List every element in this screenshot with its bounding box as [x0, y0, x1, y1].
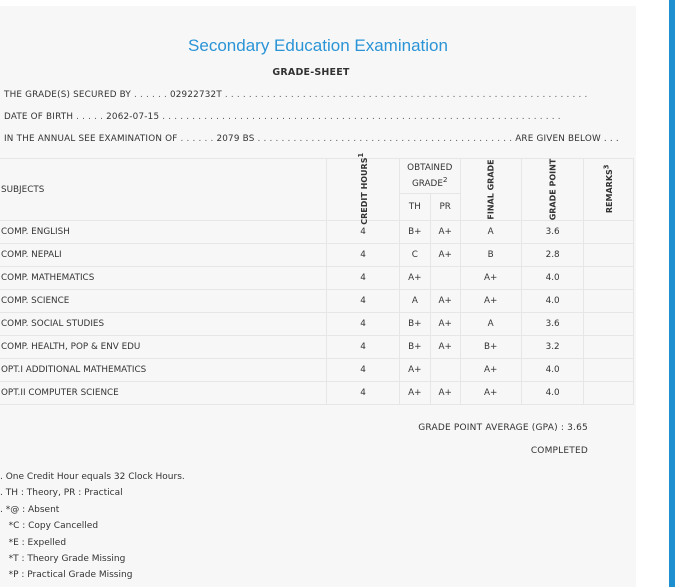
- pr-grade-cell: A+: [430, 382, 460, 405]
- table-row: [0, 221, 634, 244]
- table-row: [0, 359, 634, 382]
- subject-cell: OPT.I ADDITIONAL MATHEMATICS: [0, 359, 327, 382]
- footnote-item: *E : Expelled: [0, 537, 67, 548]
- info-grade-secured: [4, 90, 587, 100]
- credit-cell: 4: [327, 382, 400, 405]
- header-final-grade: FINAL GRADE: [460, 159, 521, 221]
- footnotes: [0, 469, 185, 584]
- result-status: COMPLETED: [530, 446, 588, 456]
- grade-point-cell: 4.0: [521, 290, 584, 313]
- dots: . . . . . .: [177, 134, 217, 144]
- remarks-cell: [584, 313, 634, 336]
- th-grade-cell: A+: [399, 267, 430, 290]
- credit-cell: 4: [327, 336, 400, 359]
- credit-cell: 4: [327, 313, 400, 336]
- dob-label: DATE OF BIRTH: [4, 112, 74, 122]
- final-grade-cell: A+: [460, 359, 521, 382]
- subject-cell: COMP. HEALTH, POP & ENV EDU: [0, 336, 327, 359]
- exam-label: IN THE ANNUAL SEE EXAMINATION OF: [4, 134, 178, 144]
- subject-cell: COMP. SOCIAL STUDIES: [0, 313, 327, 336]
- grades-table: [0, 153, 634, 405]
- subject-cell: COMP. NEPALI: [0, 244, 327, 267]
- subject-cell: OPT.II COMPUTER SCIENCE: [0, 382, 327, 405]
- page-subtitle: GRADE-SHEET: [272, 67, 350, 78]
- grade-point-cell: 4.0: [521, 382, 584, 405]
- final-grade-cell: A+: [460, 267, 521, 290]
- header-subjects: SUBJECTS: [0, 159, 327, 221]
- pr-grade-cell: A+: [430, 336, 460, 359]
- footnote-item: *T : Theory Grade Missing: [0, 554, 126, 565]
- scrollbar-edge[interactable]: [669, 0, 675, 587]
- remarks-cell: [584, 244, 634, 267]
- exam-year: 2079 BS: [216, 134, 255, 144]
- grade-point-cell: 3.6: [521, 313, 584, 336]
- footnote-item: . *@ : Absent: [0, 504, 60, 515]
- final-grade-cell: B+: [460, 336, 521, 359]
- th-grade-cell: A: [399, 290, 430, 313]
- th-grade-cell: A+: [399, 382, 430, 405]
- table-row: [0, 290, 634, 313]
- dob-value: 2062-07-15: [106, 112, 160, 122]
- gpa-value: GRADE POINT AVERAGE (GPA) : 3.65: [418, 423, 588, 433]
- symbol-number: 02922732T: [169, 90, 222, 100]
- credit-cell: 4: [327, 359, 400, 382]
- page-title: Secondary Education Examination: [188, 36, 448, 55]
- header-credit-hours: CREDIT HOURS$^1$: [327, 159, 400, 221]
- grade-point-cell: 3.6: [521, 221, 584, 244]
- final-grade-cell: A+: [460, 382, 521, 405]
- credit-cell: 4: [327, 244, 400, 267]
- th-grade-cell: C: [399, 244, 430, 267]
- footnote-item: . One Credit Hour equals 32 Clock Hours.: [0, 472, 185, 482]
- table-row: [0, 244, 634, 267]
- th-grade-cell: A+: [399, 359, 430, 382]
- dots: . . . . . . . . . . . . . . . . . . . . . . . . . . . . . . . . . . . . . . . . . . .: [254, 134, 516, 144]
- pr-grade-cell: A+: [430, 290, 460, 313]
- pr-grade-cell: A+: [430, 244, 460, 267]
- table-row: [0, 313, 634, 336]
- remarks-cell: [584, 290, 634, 313]
- remarks-cell: [584, 359, 634, 382]
- final-grade-cell: A: [460, 313, 521, 336]
- footnote-item: *P : Practical Grade Missing: [0, 570, 133, 581]
- grade-sheet: [0, 6, 636, 587]
- remarks-cell: [584, 382, 634, 405]
- subject-cell: COMP. SCIENCE: [0, 290, 327, 313]
- footnote-item: *C : Copy Cancelled: [0, 521, 99, 532]
- subject-cell: COMP. ENGLISH: [0, 221, 327, 244]
- header-grade-point: GRADE POINT: [521, 159, 584, 221]
- final-grade-cell: A+: [460, 290, 521, 313]
- grade-secured-label: THE GRADE(S) SECURED BY: [4, 90, 132, 100]
- info-dob: [4, 112, 561, 122]
- remarks-cell: [584, 267, 634, 290]
- header-pr: PR: [430, 194, 460, 221]
- credit-cell: 4: [327, 221, 400, 244]
- dots: . . . . . . . . . . . . . . . . . . . . . . . . . . . . . . . . . . . . . . . . . . . . . . . . . . . . . . . . . . . . .: [221, 90, 588, 100]
- info-exam: [4, 134, 619, 144]
- remarks-cell: [584, 221, 634, 244]
- pr-grade-cell: [430, 267, 460, 290]
- grade-point-cell: 3.2: [521, 336, 584, 359]
- pr-grade-cell: A+: [430, 313, 460, 336]
- header-obtained-grade: OBTAINED GRADE$^2$: [399, 159, 460, 194]
- dots: . . . . . .: [131, 90, 170, 100]
- pr-grade-cell: [430, 359, 460, 382]
- dots: . . . . . . . . . . . . . . . . . . . . . . . . . . . . . . . . . . . . . . . . . . . . . . . . . . . . . . . . . . . . . . . . . . .: [159, 112, 561, 122]
- credit-cell: 4: [327, 267, 400, 290]
- subject-cell: COMP. MATHEMATICS: [0, 267, 327, 290]
- final-grade-cell: A: [460, 221, 521, 244]
- exam-suffix: ARE GIVEN BELOW . . .: [515, 134, 619, 144]
- remarks-cell: [584, 336, 634, 359]
- th-grade-cell: B+: [399, 221, 430, 244]
- final-grade-cell: B: [460, 244, 521, 267]
- dots: . . . . .: [73, 112, 107, 122]
- grade-point-cell: 4.0: [521, 267, 584, 290]
- header-th: TH: [399, 194, 430, 221]
- table-row: [0, 382, 634, 405]
- grade-point-cell: 2.8: [521, 244, 584, 267]
- grade-point-cell: 4.0: [521, 359, 584, 382]
- footnote-item: . TH : Theory, PR : Practical: [0, 488, 123, 499]
- th-grade-cell: B+: [399, 313, 430, 336]
- table-row: [0, 336, 634, 359]
- header-remarks: REMARKS$^3$: [584, 159, 634, 221]
- table-row: [0, 267, 634, 290]
- credit-cell: 4: [327, 290, 400, 313]
- pr-grade-cell: A+: [430, 221, 460, 244]
- th-grade-cell: B+: [399, 336, 430, 359]
